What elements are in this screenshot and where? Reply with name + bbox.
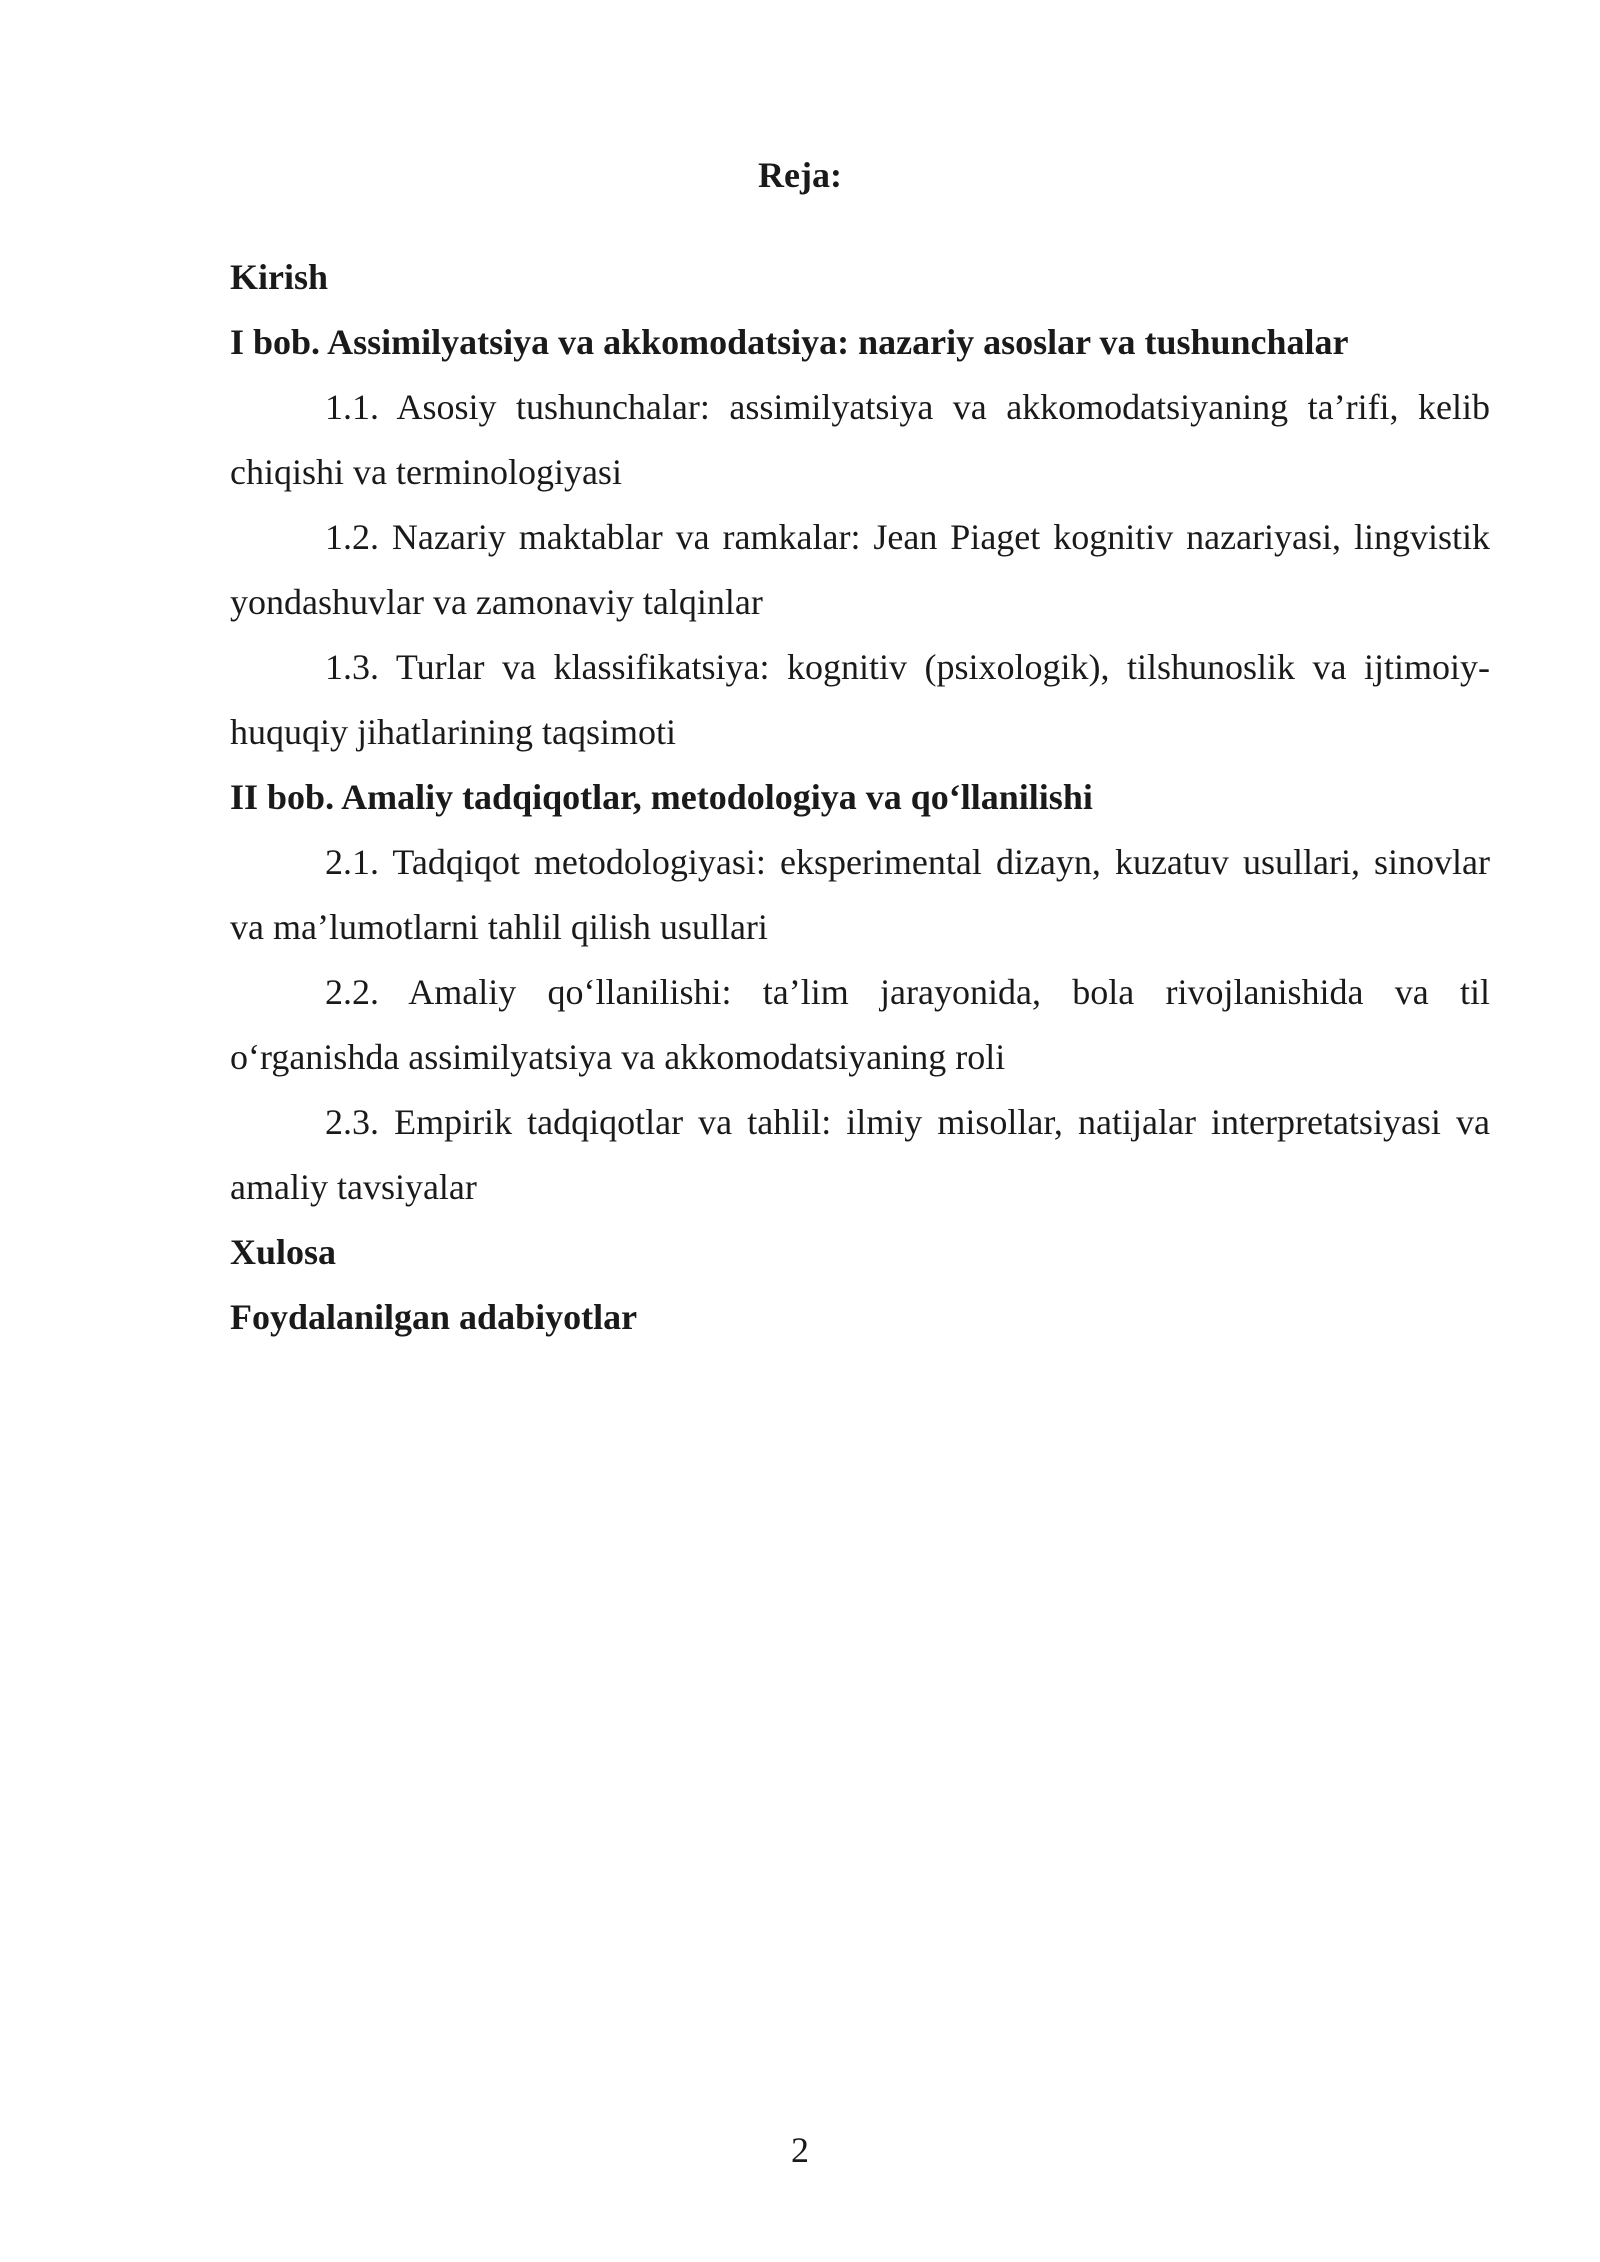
toc-chapter-2-title: II bob. Amaliy tadqiqotlar, metodologiya va qo‘llanilishi [230,777,1093,817]
page-title: Reja: [758,155,842,195]
table-of-contents [230,245,1490,1350]
toc-section-2-3: 2.3. Empirik tadqiqotlar va tahlil: ilmiy misollar, natijalar interpretatsiyasi va amaliy tavsiyalar [230,1102,1490,1207]
toc-chapter-1-title: I bob. Assimilyatsiya va akkomodatsiya: nazariy asoslar va tushunchalar [230,322,1349,362]
toc-references: Foydalanilgan adabiyotlar [230,1297,638,1337]
toc-intro: Kirish [230,257,329,297]
toc-section-1-3: 1.3. Turlar va klassifikatsiya: kognitiv (psixologik), tilshunoslik va ijtimoiy-huquqiy jihatlarining taqsimoti [230,647,1490,752]
toc-section-2-2: 2.2. Amaliy qo‘llanilishi: ta’lim jarayonida, bola rivojlanishida va til o‘rganishda assimilyatsiya va akkomodatsiyaning roli [230,972,1490,1077]
toc-section-1-2: 1.2. Nazariy maktablar va ramkalar: Jean Piaget kognitiv nazariyasi, lingvistik yondashuvlar va zamonaviy talqinlar [230,517,1490,622]
toc-section-1-1: 1.1. Asosiy tushunchalar: assimilyatsiya va akkomodatsiyaning ta’rifi, kelib chiqishi va terminologiyasi [230,387,1490,492]
toc-section-2-1: 2.1. Tadqiqot metodologiyasi: eksperimental dizayn, kuzatuv usullari, sinovlar va ma’lumotlarni tahlil qilish usullari [230,842,1490,947]
page-number: 2 [791,2130,809,2170]
toc-conclusion: Xulosa [230,1232,337,1272]
